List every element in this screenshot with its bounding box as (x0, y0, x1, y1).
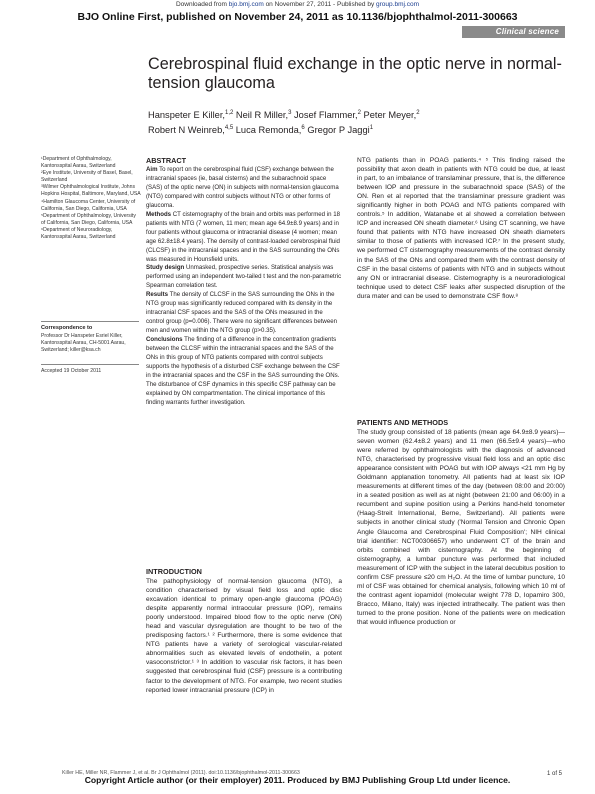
article-title: Cerebrospinal fluid exchange in the optic nerve in normal-tension glaucoma (148, 55, 562, 92)
results-label: Results (146, 291, 169, 299)
author-remonda: Luca Remonda, (233, 125, 302, 136)
affiliation-item: ⁵Department of Ophthalmology, University of California, San Diego, California, USA (41, 212, 136, 226)
page-number: 1 of 5 (547, 771, 563, 777)
accepted-date: Accepted 19 October 2011 (41, 368, 102, 374)
author-sup: 2 (357, 110, 361, 116)
group-site-link[interactable]: group.bmj.com (376, 1, 420, 8)
abstract-body (146, 166, 342, 408)
affiliations (41, 156, 141, 241)
aim-label: Aim (146, 166, 158, 173)
design-text: Unmasked, prospective series. Statistical analysis was performed using an independent two-tailed t test and the non-parametric Spearman correlation test. (146, 264, 342, 290)
introduction-body: The pathophysiology of normal-tension glaucoma (NTG), a condition characterised by visual field loss and optic disc excavation identical to primary open-angle glaucoma (POAG) despite apparently normal intraocular pressure (IOP), remains poorly understood. Impaired blood flow to the optic nerve (ON) head and vascular dysregulation are thought to be two of the predisposing factors.¹ ² Furthermore, there is some evidence that NTG patients have a variety of serological vascular-related abnormalities such as elevated levels of endothelin, a potent vasoconstrictor.¹ ³ In addition to vascular risk factors, it has been suggested that cerebrospinal fluid (CSF) pressure is a contributing factor to the development of NTG. For example, two recent studies reported lower intracranial pressure (ICP) in (146, 578, 342, 694)
methods-label: Methods (146, 210, 172, 218)
author-sup: 1,2 (225, 110, 234, 116)
author-jaggi: Gregor P Jaggi (304, 125, 370, 136)
author-flammer: Josef Flammer, (291, 110, 358, 121)
abstract-conclusions (146, 336, 342, 408)
author-sup: 2 (416, 110, 420, 116)
abstract-results (146, 291, 342, 336)
conclusions-text: The finding of a difference in the concentration gradients between the CLCSF within the intracranial spaces and the SAS of the ONs in this group of NTG patients compared with control subjects supports the hypothesis of a disturbed CSF exchange between the CSF in the intracranial spaces and the CSF in the SAS surrounding the ONs. The disturbance of CSF dynamics in this specific CSF pathway can be explained by ON compartmentation. The clinical importance of this finding warrants further investigation. (146, 336, 340, 406)
author-list (148, 107, 568, 137)
patients-methods-body: The study group consisted of 18 patients (mean age 64.9±8.9 years)—seven women (62.4±8.2 years) and 11 men (66.5±9.4 years)—who were referred by ophthalmologists with the diagnosis of advanced NTG, characterised by progressive visual field loss and an optic disc appearance consistent with POAG but with IOP always <21 mm Hg by Goldmann applanation tonometry. All patients had at least six IOP measurements at different times of the day (between 08:00 and 20:00) in a seated position as well as at night (between 21:00 and 06:00) in a recumbent and supine position using a Perkins hand-held tonometer (Haag-Streit International, Berne, Switzerland). All patients were subjects in another clinical study ('Normal Tension and Chronic Open Angle Glaucoma and Cerebrospinal Fluid Composition'; NIH clinical trial identifier: NCT00306657) who underwent CT of the brain and orbits combined with cisternography. At the beginning of cisternography, a lumbar puncture was performed that included measurement of ICP with the subject in the lateral decubitus position to confirm CSF pressure ≤20 cm H₂O. At the time of lumbar puncture, 10 ml of CSF was obtained for chemical analysis, following which 10 ml of the contrast agent iopamidol (molecular weight 778 D, Iopamiro 300, Bracco, Milano, Italy) was injected intrathecally. The patient was then turned to the prone position. None of the patients were on medication that would influence production or (357, 429, 565, 626)
methods-text: CT cisternography of the brain and orbits was performed in 18 patients with NTG (7 women, 11 men; mean age 64.9±8.9 years) and in four patients without glaucoma or intracranial disease (4 women; mean age 62.8±18.4 years). The density of contrast-loaded cerebrospinal fluid (CLCSF) in the intracranial spaces and in the SAS surrounding the ONs was measured in Hounsfield units. (146, 210, 340, 263)
download-notice (0, 1, 595, 8)
author-sup: 4,5 (224, 125, 234, 132)
abstract-aim (146, 166, 342, 211)
aim-text: To report on the cerebrospinal fluid (CSF) exchange between the intracranial spaces (ie, basal cisterns) and the subarachnoid space (SAS) of the optic nerve (ON) in subjects with normal-tension glaucoma (NTG) compared with control subjects without NTG or other forms of glaucoma. (146, 166, 339, 209)
divider (41, 364, 139, 365)
section-label-text: Clinical science (495, 27, 559, 36)
affiliation-item: ²Eye Institute, University of Basel, Basel, Switzerland (41, 170, 133, 184)
author-weinreb: Robert N Weinreb, (148, 125, 225, 136)
abstract-heading: ABSTRACT (146, 156, 187, 165)
download-prefix: Downloaded from (175, 1, 229, 8)
journal-site-link[interactable]: bjo.bmj.com (228, 1, 264, 8)
correspondence-heading: Correspondence to (41, 325, 93, 331)
author-sup: 6 (301, 125, 305, 132)
copyright-notice: Copyright Article author (or their employer) 2011. Produced by BMJ Publishing Group Ltd under licence. (84, 775, 511, 785)
authors-line-2 (148, 122, 568, 137)
author-sup: 1 (369, 125, 374, 132)
affiliation-item: ¹Department of Ophthalmology, Kantonsspital Aarau, Switzerland (41, 156, 116, 170)
correspondence-details: Professor Dr Hanspeter Esriel Killer, Kantonsspital Aarau, CH-5001 Aarau, Switzerland; killer@ksa.ch (41, 333, 126, 354)
author-sup: 3 (288, 110, 292, 116)
introduction-heading: INTRODUCTION (146, 567, 202, 576)
design-label: Study design (146, 264, 185, 272)
online-first-line: BJO Online First, published on November 24, 2011 as 10.1136/bjophthalmol-2011-300663 (77, 11, 518, 23)
download-mid: on November 27, 2011 - Published by (263, 1, 377, 8)
affiliation-item: ⁴Hamilton Glaucoma Center, University of California, San Diego, California, USA (41, 198, 136, 212)
affiliation-item: ⁶Department of Neuroradiology, Kantonsspital Aarau, Switzerland (41, 226, 116, 241)
abstract-design (146, 264, 342, 291)
author-miller: Neil R Miller, (233, 110, 289, 121)
affiliation-item: ³Wilmer Ophthalmological Institute, Johns Hopkins Hospital, Baltimore, Maryland, USA (41, 184, 141, 198)
citation-footer: Killer HE, Miller NR, Flammer J, et al. Br J Ophthalmol (2011). doi:10.1136/bjophthalmol-2011-300663 (62, 770, 300, 776)
introduction-continued: NTG patients than in POAG patients.⁴ ⁵ This finding raised the possibility that axon death in patients with NTG could be due, at least in part, to an imbalance of translaminar pressure, that is, the difference between IOP and pressure in the subarachnoid space (SAS) of the ON. Ren et al reported that the translaminar pressure gradient was significantly higher in both POAG and NTG patients compared with controls.⁵ In addition, Watanabe et al showed a correlation between ICP and increased ON sheath diameter.⁶ Using CT scanning, we have found that patients with NTG have increased ON sheath diameters similar to those of patients with increased ICP.⁷ In the present study, we performed CT cisternography measurements of the contrast density in the SAS of the ONs and compared them with the contrast density of CSF in the basal cisterns of patients with NTG and in subjects without any ON or intracranial disease. Cisternography is a neuroradiological technique used to detect CSF leaks after suspected disruption of the dura mater and can be used to demonstrate CSF flow.⁸ (357, 157, 565, 300)
abstract-methods (146, 211, 342, 265)
conclusions-label: Conclusions (146, 336, 183, 344)
section-label (462, 26, 565, 38)
patients-methods-heading: PATIENTS AND METHODS (357, 418, 449, 427)
author-meyer: Peter Meyer, (360, 110, 417, 121)
results-text: The density of CLCSF in the SAS surrounding the ONs in the NTG group was significantly reduced compared with its density in the intracranial CSF spaces and the SAS of the ONs measured in the control group (p=0.006). There were no significant differences between men and women within the NTG group (p>0.35). (146, 291, 337, 335)
authors-line-1 (148, 107, 568, 122)
author-killer: Hanspeter E Killer, (148, 110, 225, 121)
divider (41, 321, 139, 322)
